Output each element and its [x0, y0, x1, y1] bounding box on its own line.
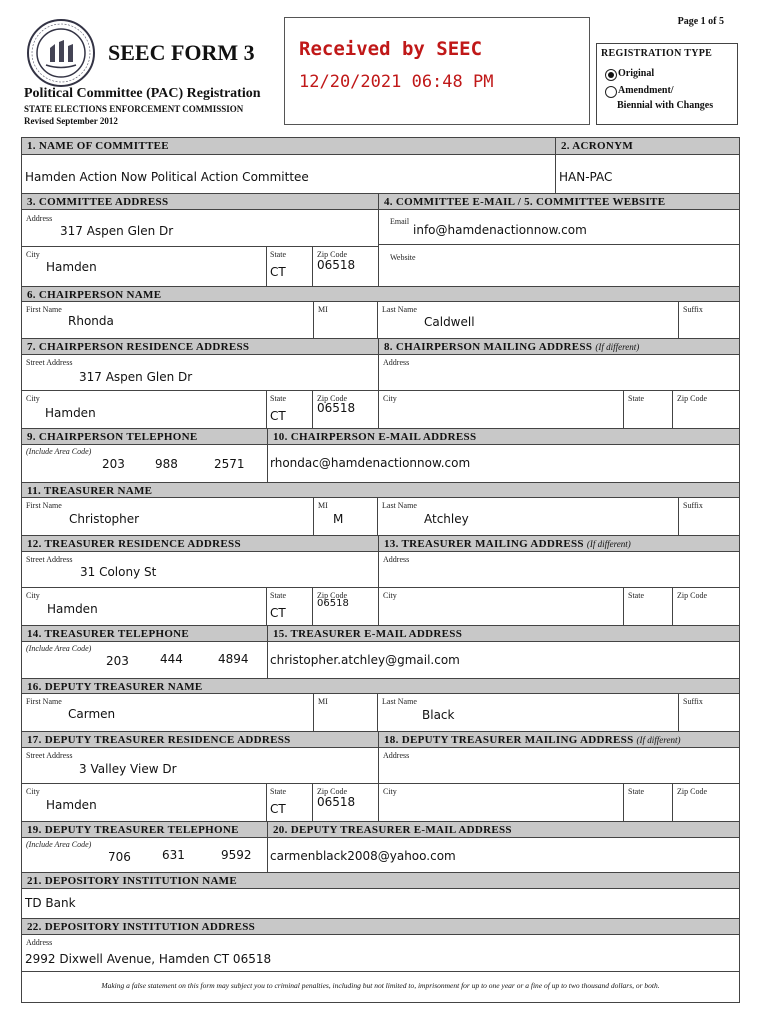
section-8-title: 8. CHAIRPERSON MAILING ADDRESS [384, 341, 593, 353]
agency-name: STATE ELECTIONS ENFORCEMENT COMMISSION [24, 104, 244, 114]
section-13-header [378, 535, 740, 552]
treasurer-last-label: Last Name [382, 501, 417, 510]
chair-first-name[interactable]: Rhonda [68, 314, 114, 328]
treasurer-mi[interactable]: M [333, 512, 344, 526]
treasurer-last-name[interactable]: Atchley [424, 512, 469, 526]
deputy-area-code-label: (Include Area Code) [26, 840, 92, 849]
deputy-state-label: State [270, 787, 286, 796]
treasurer-mail-zip-label: Zip Code [677, 591, 707, 600]
section-22-header: 22. DEPOSITORY INSTITUTION ADDRESS [21, 918, 740, 935]
deputy-email[interactable]: carmenblack2008@yahoo.com [270, 849, 456, 863]
treasurer-street-label: Street Address [26, 555, 73, 564]
committee-email-label: Email [390, 217, 410, 226]
section-13-note: (If different) [586, 539, 631, 549]
deputy-mail-zip-label: Zip Code [677, 787, 707, 796]
chair-mi-label: MI [318, 305, 328, 314]
committee-website-label: Website [390, 253, 416, 262]
section-1-header: 1. NAME OF COMMITTEE [21, 137, 556, 155]
chair-state[interactable]: CT [270, 409, 286, 423]
deputy-mail-address-label: Address [383, 751, 410, 760]
chair-area-code-label: (Include Area Code) [26, 447, 92, 456]
deputy-street[interactable]: 3 Valley View Dr [79, 762, 177, 776]
section-2-header: 2. ACRONYM [555, 137, 740, 155]
chair-last-name[interactable]: Caldwell [424, 315, 475, 329]
section-3-header: 3. COMMITTEE ADDRESS [21, 193, 379, 210]
page-number: Page 1 of 5 [677, 16, 724, 27]
treasurer-city[interactable]: Hamden [47, 602, 98, 616]
section-18-note: (If different) [636, 735, 681, 745]
deputy-mail-state-label: State [628, 787, 644, 796]
radio-original-label: Original [618, 68, 655, 79]
chair-suffix-label: Suffix [683, 305, 703, 314]
stamp-line-2: 12/20/2021 06:48 PM [299, 72, 494, 92]
footer-warning: Making a false statement on this form may subject you to criminal penalties, including but not limited to, imprisonment for up to one year or a fine of up to two thousand dollars, or both. [101, 981, 660, 990]
treasurer-phone-line[interactable]: 4894 [218, 652, 249, 666]
committee-state[interactable]: CT [270, 265, 286, 279]
revised-date: Revised September 2012 [24, 116, 118, 126]
treasurer-zip[interactable]: 06518 [317, 598, 349, 609]
deputy-last-label: Last Name [382, 697, 417, 706]
deputy-phone-line[interactable]: 9592 [221, 848, 252, 862]
section-20-header: 20. DEPUTY TREASURER E-MAIL ADDRESS [267, 821, 740, 838]
chair-mail-zip-label: Zip Code [677, 394, 707, 403]
committee-address-label: Address [26, 214, 53, 223]
treasurer-first-name[interactable]: Christopher [69, 512, 140, 526]
committee-city-label: City [26, 250, 40, 259]
treasurer-state[interactable]: CT [270, 606, 286, 620]
section-11-header: 11. TREASURER NAME [21, 482, 740, 498]
section-14-header: 14. TREASURER TELEPHONE [21, 625, 268, 642]
chair-zip-label: Zip Code [317, 394, 347, 403]
deputy-street-label: Street Address [26, 751, 73, 760]
treasurer-zip-label: Zip Code [317, 591, 347, 600]
treasurer-mail-address-label: Address [383, 555, 410, 564]
chair-state-label: State [270, 394, 286, 403]
form-title: SEEC FORM 3 [108, 40, 255, 65]
deputy-city[interactable]: Hamden [46, 798, 97, 812]
stamp-line-1: Received by SEEC [299, 38, 483, 60]
radio-amendment[interactable] [605, 86, 617, 98]
treasurer-city-label: City [26, 591, 40, 600]
treasurer-first-label: First Name [26, 501, 62, 510]
depository-address[interactable]: 2992 Dixwell Avenue, Hamden CT 06518 [25, 952, 272, 966]
state-seal [26, 18, 96, 88]
deputy-phone-prefix[interactable]: 631 [162, 848, 185, 862]
section-15-header: 15. TREASURER E-MAIL ADDRESS [267, 625, 740, 642]
committee-state-label: State [270, 250, 286, 259]
section-18-header [378, 731, 740, 748]
section-8-header [378, 338, 740, 355]
section-17-header: 17. DEPUTY TREASURER RESIDENCE ADDRESS [21, 731, 379, 748]
treasurer-email[interactable]: christopher.atchley@gmail.com [270, 653, 460, 667]
registration-type-title: REGISTRATION TYPE [601, 48, 713, 59]
section-7-header: 7. CHAIRPERSON RESIDENCE ADDRESS [21, 338, 379, 355]
received-stamp [284, 17, 590, 125]
chair-phone-prefix[interactable]: 988 [155, 457, 178, 471]
committee-email[interactable]: info@hamdenactionnow.com [413, 223, 587, 237]
depository-address-label: Address [26, 938, 53, 947]
committee-city[interactable]: Hamden [46, 260, 97, 274]
committee-acronym[interactable]: HAN-PAC [559, 170, 613, 184]
treasurer-mail-city-label: City [383, 591, 397, 600]
treasurer-phone-prefix[interactable]: 444 [160, 652, 183, 666]
section-18-title: 18. DEPUTY TREASURER MAILING ADDRESS [384, 734, 634, 746]
chair-email[interactable]: rhondac@hamdenactionnow.com [270, 456, 471, 470]
biennial-label: Biennial with Changes [617, 100, 714, 111]
treasurer-mail-state-label: State [628, 591, 644, 600]
deputy-zip-label: Zip Code [317, 787, 347, 796]
chair-first-label: First Name [26, 305, 62, 314]
deputy-city-label: City [26, 787, 40, 796]
radio-original[interactable] [605, 69, 617, 81]
deputy-mi-label: MI [318, 697, 328, 706]
chair-street[interactable]: 317 Aspen Glen Dr [79, 370, 193, 384]
deputy-first-label: First Name [26, 697, 62, 706]
treasurer-phone-area[interactable]: 203 [106, 654, 129, 668]
deputy-mail-city-label: City [383, 787, 397, 796]
section-9-header: 9. CHAIRPERSON TELEPHONE [21, 428, 268, 445]
registration-type-box [596, 43, 738, 125]
treasurer-suffix-label: Suffix [683, 501, 703, 510]
treasurer-area-code-label: (Include Area Code) [26, 644, 92, 653]
section-16-header: 16. DEPUTY TREASURER NAME [21, 678, 740, 694]
chair-zip[interactable]: 06518 [317, 401, 356, 415]
chair-mail-state-label: State [628, 394, 644, 403]
chair-last-label: Last Name [382, 305, 417, 314]
chair-city[interactable]: Hamden [45, 406, 96, 420]
section-4-header: 4. COMMITTEE E-MAIL / 5. COMMITTEE WEBSITE [378, 193, 740, 210]
section-6-header: 6. CHAIRPERSON NAME [21, 286, 740, 302]
section-12-header: 12. TREASURER RESIDENCE ADDRESS [21, 535, 379, 552]
treasurer-state-label: State [270, 591, 286, 600]
deputy-suffix-label: Suffix [683, 697, 703, 706]
committee-zip-label: Zip Code [317, 250, 347, 259]
section-19-header: 19. DEPUTY TREASURER TELEPHONE [21, 821, 268, 838]
chair-phone-line[interactable]: 2571 [214, 457, 245, 471]
chair-mail-city-label: City [383, 394, 397, 403]
treasurer-street[interactable]: 31 Colony St [80, 565, 157, 579]
treasurer-mi-label: MI [318, 501, 328, 510]
committee-address[interactable]: 317 Aspen Glen Dr [60, 224, 174, 238]
deputy-state[interactable]: CT [270, 802, 286, 816]
deputy-first-name[interactable]: Carmen [68, 707, 116, 721]
chair-street-label: Street Address [26, 358, 73, 367]
depository-name[interactable]: TD Bank [25, 896, 76, 910]
section-21-header: 21. DEPOSITORY INSTITUTION NAME [21, 872, 740, 889]
section-8-note: (If different) [595, 342, 640, 352]
committee-zip[interactable]: 06518 [317, 258, 356, 272]
form-subtitle: Political Committee (PAC) Registration [24, 86, 261, 101]
radio-amendment-label: Amendment/ [618, 85, 674, 96]
deputy-zip[interactable]: 06518 [317, 795, 356, 809]
chair-phone-area[interactable]: 203 [102, 457, 125, 471]
deputy-last-name[interactable]: Black [422, 708, 455, 722]
chair-mail-address-label: Address [383, 358, 410, 367]
chair-city-label: City [26, 394, 40, 403]
committee-name[interactable]: Hamden Action Now Political Action Committee [25, 170, 309, 184]
deputy-phone-area[interactable]: 706 [108, 850, 131, 864]
section-13-title: 13. TREASURER MAILING ADDRESS [384, 538, 584, 550]
section-10-header: 10. CHAIRPERSON E-MAIL ADDRESS [267, 428, 740, 445]
